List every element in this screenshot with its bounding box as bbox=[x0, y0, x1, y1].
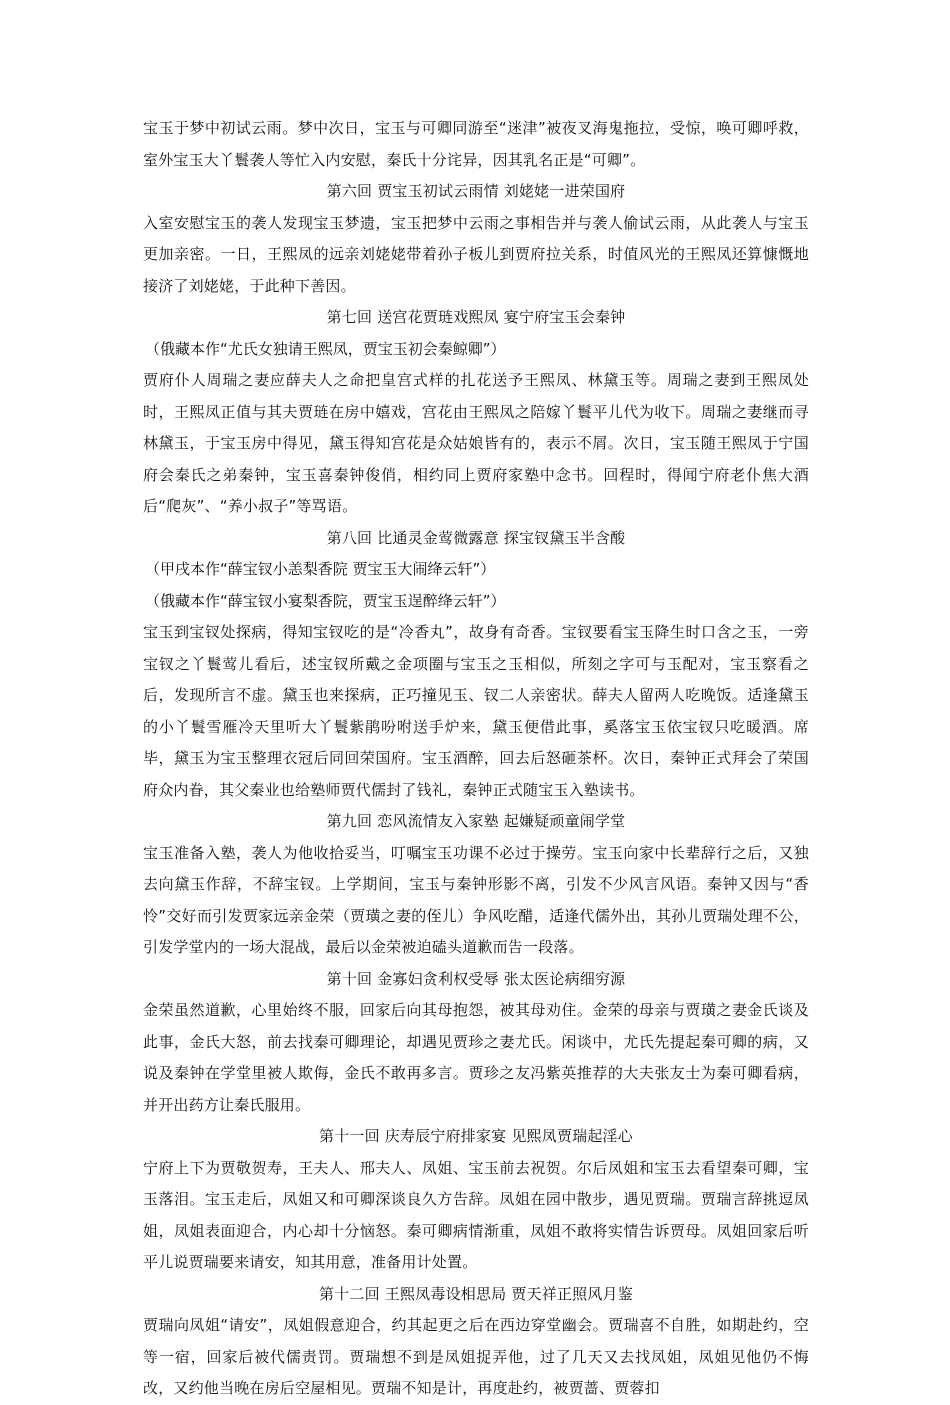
chapter-heading-6: 第六回 贾宝玉初试云雨情 刘姥姥一进荣国府 bbox=[326, 182, 626, 200]
paragraph-4: 宝玉到宝钗处探病，得知宝钗吃的是“冷香丸”，故身有奇香。宝钗要看宝玉降生时口含之玉，一旁宝钗之丫鬟莺儿看后，述宝钗所戴之金项圈与宝玉之玉相似，所刻之字可与玉配对，宝玉察看之后，发现所言不虚。黛玉也来探病，正巧撞见玉、钗二人亲密状。薛夫人留两人吃晚饭。适逢黛玉的小丫鬟雪雁冷天里听大丫鬟紫鹃吩咐送手炉来，黛玉便借此事，奚落宝玉依宝钗只吃暖酒。席毕，黛玉为宝玉整理衣冠后同回荣国府。宝玉酒醉，回去后怒砸茶杯。次日，秦钟正式拜会了荣国府众内眷，其父秦业也给塾师贾代儒封了钱礼，秦钟正式随宝玉入塾读书。 bbox=[143, 623, 809, 799]
variant-title-7-eluo: （俄藏本作“尤氏女独请王熙凤，贾宝玉初会秦鲸卿”） bbox=[145, 339, 506, 358]
paragraph-8: 贾瑞向凤姐“请安”，凤姐假意迎合，约其起更之后在西边穿堂幽会。贾瑞喜不自胜，如期赴约，空等一宿，回家后被代儒责罚。贾瑞想不到是凤姐捉弄他，过了几天又去找凤姐，凤姐见他仍不悔改，又约他当晚在房后空屋相见。贾瑞不知是计，再度赴约，被贾蔷、贾蓉扣 bbox=[143, 1316, 809, 1397]
paragraph-1: 宝玉于梦中初试云雨。梦中次日，宝玉与可卿同游至“迷津”被夜叉海鬼拖拉，受惊，唤可卿呼救，室外宝玉大丫鬟袭人等忙入内安慰，秦氏十分诧异，因其乳名正是“可卿”。 bbox=[143, 119, 809, 169]
paragraph-7: 宁府上下为贾敬贺寿，王夫人、邢夫人、凤姐、宝玉前去祝贺。尔后凤姐和宝玉去看望秦可卿，宝玉落泪。宝玉走后，凤姐又和可卿深谈良久方告辞。凤姐在园中散步，遇见贾瑞。贾瑞言辞挑逗凤姐，凤姐表面迎合，内心却十分恼怒。秦可卿病情渐重，凤姐不敢将实情告诉贾母。凤姐回家后听平儿说贾瑞要来请安，知其用意，准备用计处置。 bbox=[143, 1158, 809, 1271]
chapter-heading-11: 第十一回 庆寿辰宁府排家宴 见熙凤贾瑞起淫心 bbox=[319, 1127, 633, 1145]
chapter-heading-9: 第九回 恋风流情友入家塾 起嫌疑顽童闹学堂 bbox=[326, 812, 626, 830]
chapter-heading-12: 第十二回 王熙凤毒设相思局 贾天祥正照风月鉴 bbox=[319, 1284, 633, 1303]
paragraph-6: 金荣虽然道歉，心里始终不服，回家后向其母抱怨，被其母劝住。金荣的母亲与贾璜之妻金氏谈及此事，金氏大怒，前去找秦可卿理论，却遇见贾珍之妻尤氏。闲谈中，尤氏先提起秦可卿的病，又说及秦钟在学堂里被人欺侮，金氏不敢再多言。贾珍之友冯紫英推荐的大夫张友士为秦可卿看病，并开出药方让秦氏服用。 bbox=[143, 1001, 809, 1114]
chapter-heading-7: 第七回 送宫花贾琏戏熙凤 宴宁府宝玉会秦钟 bbox=[326, 308, 626, 326]
variant-title-8-eluo: （俄藏本作“薛宝钗小宴梨香院，贾宝玉逞醉绛云轩”） bbox=[145, 591, 506, 610]
paragraph-2: 入室安慰宝玉的袭人发现宝玉梦遗，宝玉把梦中云雨之事相告并与袭人偷试云雨，从此袭人与宝玉更加亲密。一日，王熙凤的远亲刘姥姥带着孙子板儿到贾府拉关系，时值风光的王熙凤还算慷慨地接济了刘姥姥，于此种下善因。 bbox=[143, 213, 809, 295]
paragraph-3: 贾府仆人周瑞之妻应薛夫人之命把皇宫式样的扎花送予王熙凤、林黛玉等。周瑞之妻到王熙凤处时，王熙凤正值与其夫贾琏在房中嬉戏，宫花由王熙凤之陪嫁丫鬟平儿代为收下。周瑞之妻继而寻林黛玉，于宝玉房中得见，黛玉得知宫花是众姑娘皆有的，表示不屑。次日，宝玉随王熙凤于宁国府会秦氏之弟秦钟，宝玉喜秦钟俊俏，相约同上贾府家塾中念书。回程时，得闻宁府老仆焦大酒后“爬灰”、“养小叔子”等骂语。 bbox=[143, 371, 809, 515]
document-page bbox=[143, 113, 809, 1405]
chapter-heading-10: 第十回 金寡妇贪利权受辱 张太医论病细穷源 bbox=[326, 969, 626, 988]
paragraph-5: 宝玉准备入塾，袭人为他收拾妥当，叮嘱宝玉功课不必过于操劳。宝玉向家中长辈辞行之后，又独去向黛玉作辞，不辞宝钗。上学期间，宝玉与秦钟形影不离，引发不少风言风语。秦钟又因与“香怜”交好而引发贾家远亲金荣（贾璜之妻的侄儿）争风吃醋，适逢代儒外出，其孙儿贾瑞处理不公，引发学堂内的一场大混战，最后以金荣被迫磕头道歉而告一段落。 bbox=[143, 843, 809, 956]
chapter-heading-8: 第八回 比通灵金莺微露意 探宝钗黛玉半含酸 bbox=[326, 528, 626, 547]
variant-title-8-jiaxu: （甲戌本作“薛宝钗小恙梨香院 贾宝玉大闹绛云轩”） bbox=[145, 560, 496, 578]
